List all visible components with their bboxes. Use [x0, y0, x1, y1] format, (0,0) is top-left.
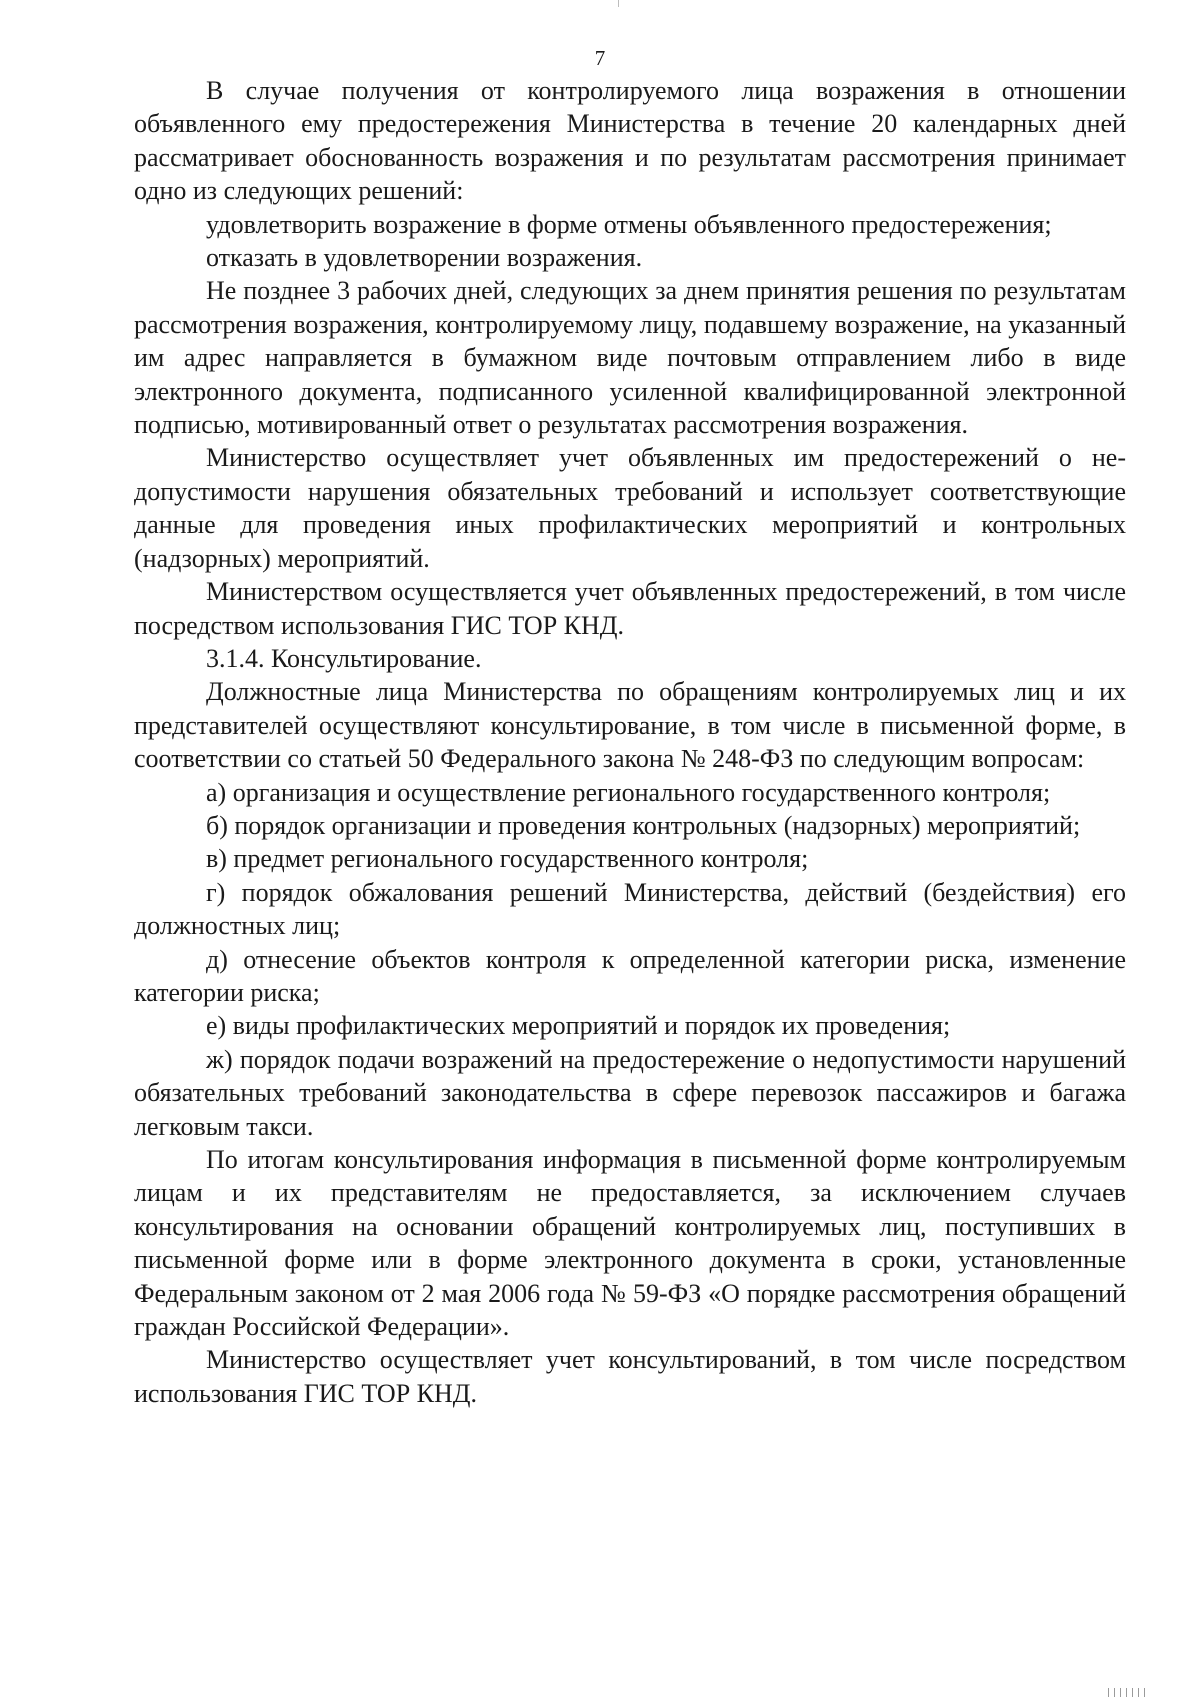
list-item-g: г) порядок обжалования решений Министерства, действий (бездействия) его должностных лиц;	[134, 877, 1126, 941]
list-item-b: б) порядок организации и проведения контрольных (надзорных) мероприятий;	[206, 810, 1081, 840]
list-item-v: в) предмет регионального государственного контроля;	[206, 844, 809, 874]
list-item-a: а) организация и осуществление регионального государственного контроля;	[206, 777, 1051, 807]
paragraph-consulting-intro: Должностные лица Министерства по обращениям контролируемых лиц и их представителей осуществляют консультирование, в том числе в письменной форме, в соответствии со статьей 50 Федерального закона № 248-ФЗ по следующим вопросам:	[134, 677, 1126, 774]
paragraph-consulting-results: По итогам консультирования информация в письменной форме контролируемым лицам и их представителям не предоставляется, за исключением случаев консультирования на основании обращений контролируемых лиц, поступивших в письменной форме или в форме электронного документа в сроки, установленные Федеральным законом от 2 мая 2006 года № 59-ФЗ «О порядке рассмотрения обращений граждан Российской Федерации».	[134, 1145, 1126, 1342]
scan-artifact	[618, 0, 619, 7]
paragraph-warnings-accounting: Министерство осуществляет учет объявленных им предостережений о недопустимости нарушения обязательных требований и использует соответствующие данные для проведения иных профилактических мероприятий и контрольных (надзорных) мероприятий.	[134, 443, 1126, 573]
paragraph-consulting-accounting: Министерство осуществляет учет консультирований, в том числе посредством использования ГИС ТОР КНД.	[134, 1345, 1126, 1408]
paragraph-response-deadline: Не позднее 3 рабочих дней, следующих за днем принятия решения по результатам рассмотрения возражения, контролируемому лицу, подавшему возражение, на указанный им адрес направляется в бумажном виде почтовым отправлением либо в виде электронного документа, подписанного усиленной квалифицированной электронной подписью, мотивированный ответ о результатах рассмотрения возражения.	[134, 276, 1126, 440]
document-body	[134, 74, 1126, 1410]
paragraph-warnings-gis: Министерством осуществляется учет объявленных предостережений, в том числе посредством использования ГИС ТОР КНД.	[134, 577, 1126, 640]
scan-artifact	[1108, 1688, 1148, 1697]
section-heading-consulting: 3.1.4. Консультирование.	[206, 643, 482, 673]
list-item-zh: ж) порядок подачи возражений на предостережение о недопустимости нарушений обязательных требований законодательства в сфере перевозок пассажиров и багажа легковым такси.	[134, 1044, 1126, 1141]
list-item-e: е) виды профилактических мероприятий и порядок их проведения;	[206, 1011, 951, 1041]
paragraph-objection-handling: В случае получения от контролируемого лица возражения в отношении объявленного ему предостережения Министерства в течение 20 календарных дней рассматривает обоснованность возражения и по результатам рассмотрения принимает одно из следующих решений:	[134, 76, 1126, 206]
paragraph-decision-refuse: отказать в удовлетворении возражения.	[206, 243, 643, 273]
paragraph-decision-satisfy: удовлетворить возражение в форме отмены объявленного предостережения;	[206, 209, 1052, 239]
page-number: 7	[594, 46, 606, 70]
list-item-d: д) отнесение объектов контроля к определенной категории риска, изменение категории риска;	[134, 944, 1126, 1007]
